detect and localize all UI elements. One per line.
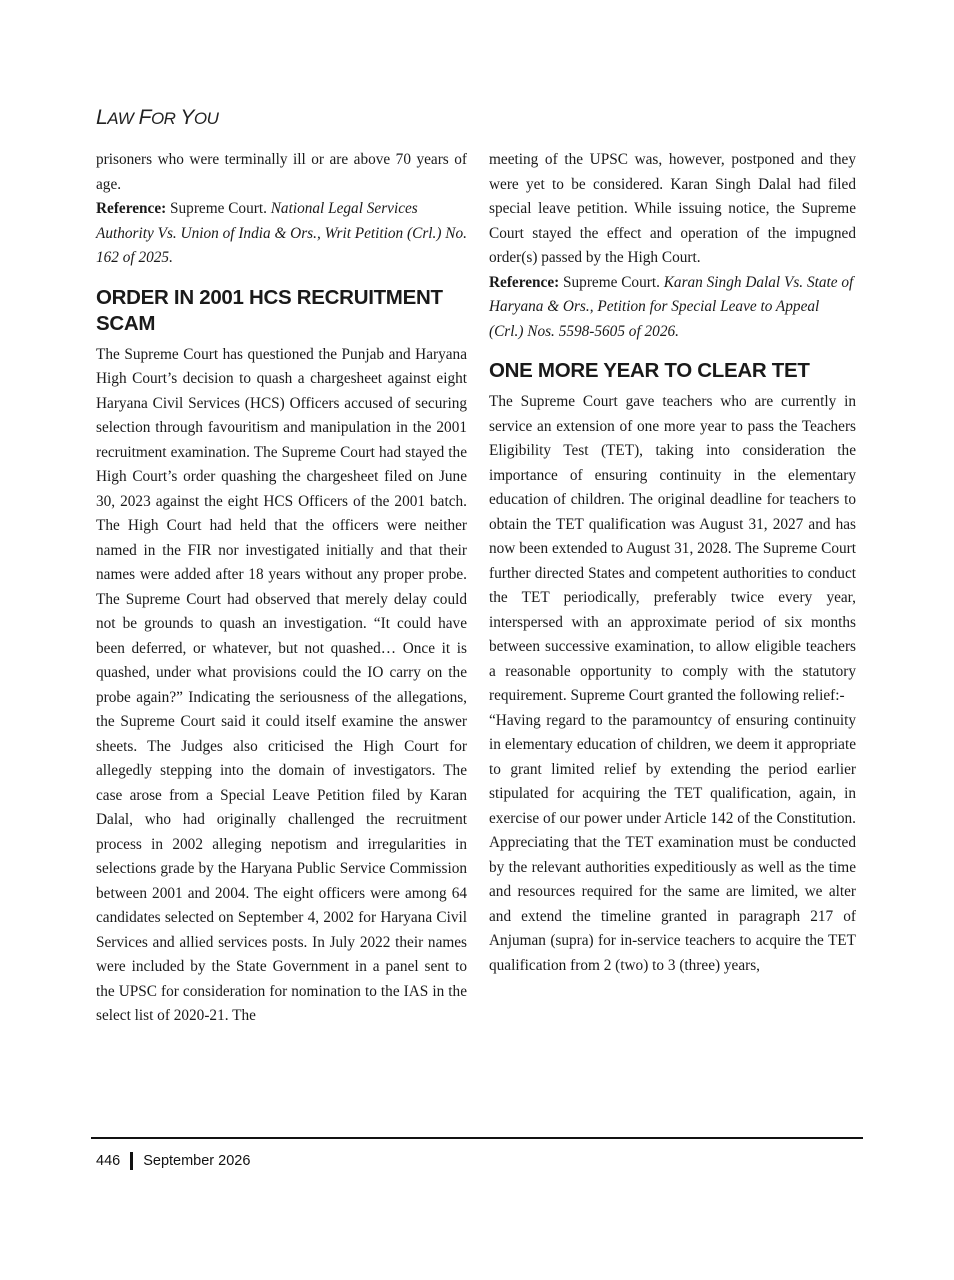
reference-2 <box>489 271 856 345</box>
running-head-f: F <box>133 106 151 129</box>
reference-1-label: Reference: <box>96 200 167 217</box>
running-head <box>96 106 218 130</box>
running-head-or: OR <box>150 109 176 128</box>
reference-1-court: Supreme Court. <box>166 200 271 217</box>
reference-1-case: National Legal Services Authority Vs. Union of India & Ors., Writ Petition (Crl.) No. 162 of 2025. <box>96 200 467 266</box>
reference-2-court: Supreme Court. <box>559 273 664 291</box>
footer-divider <box>130 1152 133 1170</box>
reference-1 <box>96 197 467 271</box>
right-column <box>489 148 856 978</box>
running-head-aw: AW <box>107 109 134 128</box>
page-number: 446 <box>96 1153 121 1169</box>
footer <box>96 1152 250 1170</box>
running-head-l: L <box>96 106 108 129</box>
reference-2-case: Karan Singh Dalal Vs. State of Haryana & Ors., Petition for Special Leave to Appeal (Crl.) Nos. 5598-5605 of 2026. <box>489 273 854 340</box>
footer-rule <box>91 1137 863 1139</box>
continuation-paragraph: meeting of the UPSC was, however, postponed and they were yet to be considered. Karan Singh Dalal had filed special leave petition. While issuing notice, the Supreme Court stayed the effect and operation of the impugned order(s) passed by the High Court. <box>489 151 856 266</box>
section-2-heading: ONE MORE YEAR TO CLEAR TET <box>489 359 810 382</box>
section-2-body: The Supreme Court gave teachers who are currently in service an extension of one more year to pass the Teachers Eligibility Test (TET), taking into consideration the importance of ensuring continuity in the elementary education of children. The original deadline for teachers to obtain the TET qualification was August 31, 2027 and has now been extended to August 31, 2028. The Supreme Court further directed States and competent authorities to conduct the TET periodically, preferably twice every year, interspersed with an approximate period of six months between successive examination, to allow eligible teachers a reasonable opportunity to comply with the statutory requirement. Supreme Court granted the following relief:- <box>489 393 856 704</box>
block-quote: “Having regard to the paramountcy of ensuring continuity in elementary education of children, we deem it appropriate to grant limited relief by extending the period earlier stipulated for acquiring the TET qualification, again, in exercise of our power under Article 142 of the Constitution. Appreciating that the TET examination must be conducted by the relevant authorities expeditiously as well as the time and resources required for the same are limited, we alter and extend the timeline granted in paragraph 217 of Anjuman (supra) for in-service teachers to acquire the TET qualification from 2 (two) to 3 (three) years, <box>489 711 856 974</box>
section-1-heading: ORDER IN 2001 HCS RECRUITMENT SCAM <box>96 285 443 335</box>
intro-paragraph: prisoners who were terminally ill or are above 70 years of age. <box>96 151 467 193</box>
running-head-y: Y <box>175 106 194 129</box>
issue-date: September 2026 <box>143 1153 251 1169</box>
running-head-ou: OU <box>193 109 219 128</box>
section-1-body: The Supreme Court has questioned the Punjab and Haryana High Court’s decision to quash a chargesheet against eight Haryana Civil Services (HCS) Officers accused of securing selection through favouritism and manipulation in the 2001 recruitment examination. The Supreme Court had stayed the High Court’s order quashing the chargesheet filed on June 30, 2023 against the eight HCS Officers of the 2001 batch. The High Court had held that the officers were neither named in the FIR nor investigated initially and that their names were added after 18 years without any proper probe. The Supreme Court had observed that merely delay could not be grounds to quash an investigation. “It could have been deferred, or whatever, but not quashed… Once it is quashed, under what provisions could the IO carry on the probe again?” Indicating the seriousness of the allegations, the Supreme Court said it could itself examine the answer sheets. The Judges also criticised the High Court for allegedly stepping into the domain of investigators. The case arose from a Special Leave Petition filed by Karan Dalal, who had originally challenged the recruitment process in 2002 alleging nepotism and irregularities in selections grade by the Haryana Public Service Commission between 2001 and 2004. The eight officers were among 64 candidates selected on September 4, 2002 for Haryana Civil Services and allied services posts. In July 2022 their names were included by the State Government in a panel sent to the UPSC for consideration for nomination to the IAS in the select list of 2020-21. The <box>96 345 467 1024</box>
reference-2-label: Reference: <box>489 273 560 291</box>
left-column <box>96 148 467 1029</box>
